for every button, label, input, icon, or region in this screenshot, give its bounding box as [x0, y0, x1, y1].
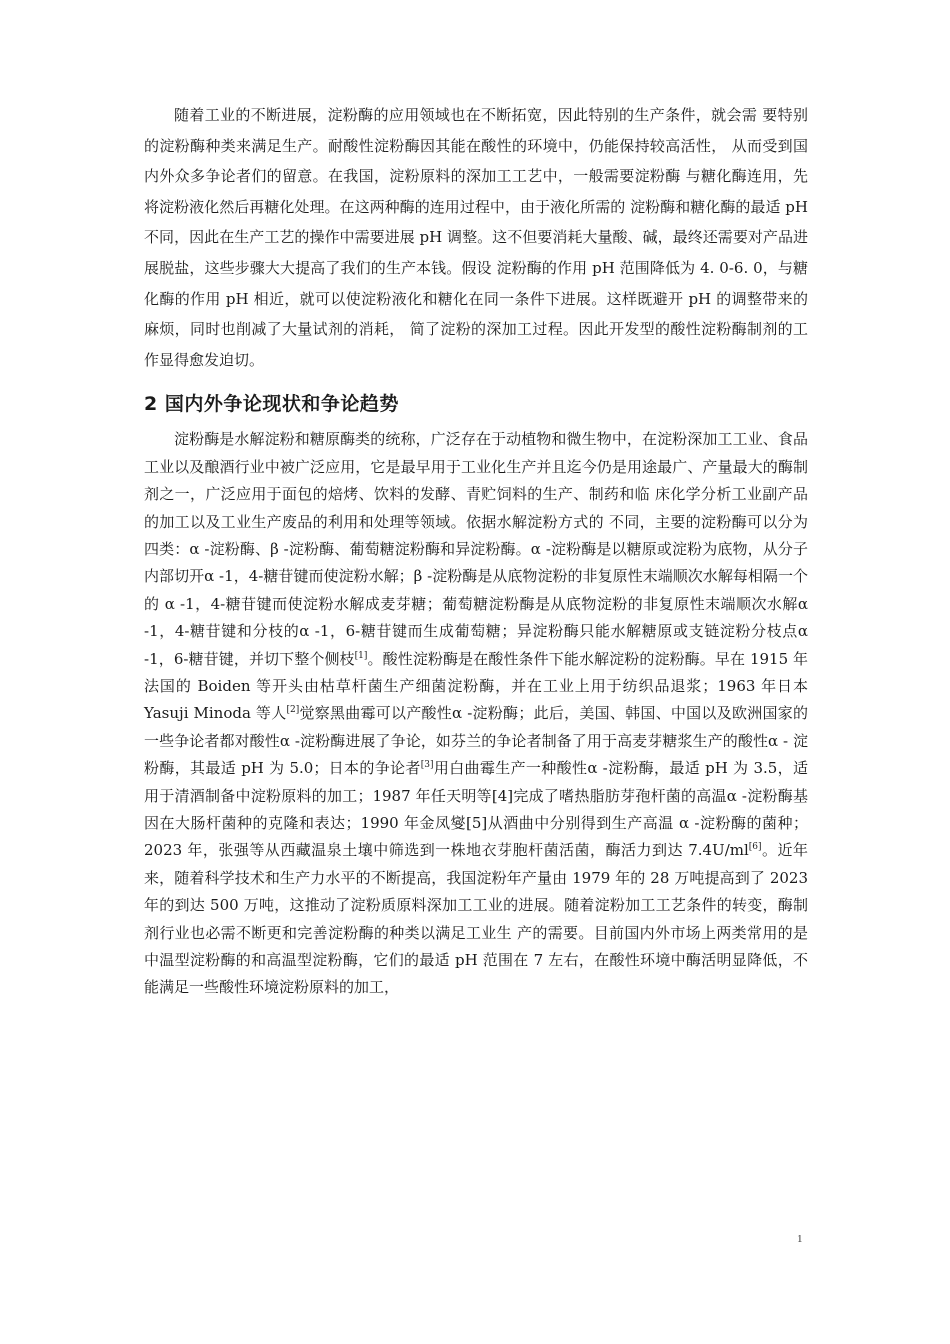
citation-ref: [6] [748, 842, 762, 853]
research-status-paragraph [144, 426, 808, 1002]
paragraph-text: 。近年来，随着科学技术和生产力水平的不断提高，我国淀粉年产量由 1979 年的 28 万吨提高到了 2023 年的到达 500 万吨，这推动了淀粉质原料深加工工业的进展。随着淀粉加工工艺条件的转变，酶制剂行业也必需不断更和完善淀粉酶的种类以满足工业生 产的需要。目前国内外市场上两类常用的是中温型淀粉酶的和高温型淀粉酶，它们的最适 pH 范围在 7 左右，在酸性环境中酶活明显降低，不能满足一些酸性环境淀粉原料的加工， [144, 841, 808, 997]
paragraph-text: 淀粉酶是水解淀粉和糖原酶类的统称，广泛存在于动植物和微生物中，在淀粉深加工工业、食品工业以及酿酒行业中被广泛应用，它是最早用于工业化生产并且迄今仍是用途最广、产量最大的酶制剂之一，广泛应用于面包的焙烤、饮料的发酵、青贮饲料的生产、制药和临 床化学分析工业副产品的加工以及工业生产废品的利用和处理等领域。依据水解淀粉方式的 不同，主要的淀粉酶可以分为四类：α -淀粉酶、β -淀粉酶、葡萄糖淀粉酶和异淀粉酶。α -淀粉酶是以糖原或淀粉为底物，从分子内部切开α -1，4-糖苷键而使淀粉水解；β -淀粉酶是从底物淀粉的非复原性末端顺次水解每相隔一个的 α -1，4-糖苷键而使淀粉水解成麦芽糖；葡萄糖淀粉酶是从底物淀粉的非复原性末端顺次水解α -1，4-糖苷键和分枝的α -1，6-糖苷键而生成葡萄糖；异淀粉酶只能水解糖原或支链淀粉分枝点α -1，6-糖苷键，并切下整个侧枝 [144, 430, 808, 668]
page-content [144, 100, 808, 1002]
citation-ref: [3] [420, 760, 434, 771]
paragraph-text: 。酸性淀粉酶是在酸性条件下能水解淀粉的淀粉酶。早在 1915 年法国的 Boiden 等开头由枯草杆菌生产细菌淀粉酶，并在工业上用于纺织品退浆；1963 年日本 Yasuji Minoda 等人 [144, 649, 808, 723]
citation-ref: [2] [286, 705, 300, 716]
citation-ref: [1] [354, 650, 368, 661]
paragraph-text: 用白曲霉生产一种酸性α -淀粉酶，最适 pH 为 3.5，适用于清酒制备中淀粉原料的加工；1987 年任天明等[4]完成了嗜热脂肪芽孢杆菌的高温α -淀粉酶基因在大肠杆菌种的克隆和表达；1990 年金凤燮[5]从酒曲中分别得到生产高温 α -淀粉酶的菌种；2023 年，张强等从西藏温泉土壤中筛选到一株地衣芽胞杆菌活菌，酶活力到达 7.4U/ml [144, 759, 808, 860]
intro-paragraph: 随着工业的不断进展，淀粉酶的应用领域也在不断拓宽，因此特别的生产条件，就会需 要特别的淀粉酶种类来满足生产。耐酸性淀粉酶因其能在酸性的环境中，仍能保持较高活性， 从而受到国内外众多争论者们的留意。在我国，淀粉原料的深加工工艺中，一般需要淀粉酶 与糖化酶连用，先将淀粉液化然后再糖化处理。在这两种酶的连用过程中，由于液化所需的 淀粉酶和糖化酶的最适 pH 不同，因此在生产工艺的操作中需要进展 pH 调整。这不但要消耗大量酸、碱，最终还需要对产品进展脱盐，这些步骤大大提高了我们的生产本钱。假设 淀粉酶的作用 pH 范围降低为 4. 0-6. 0，与糖化酶的作用 pH 相近，就可以使淀粉液化和糖化在同一条件下进展。这样既避开 pH 的调整带来的麻烦，同时也削减了大量试剂的消耗， 简了淀粉的深加工过程。因此开发型的酸性淀粉酶制剂的工作显得愈发迫切。 [144, 106, 808, 369]
paragraph-text: 觉察黑曲霉可以产酸性α -淀粉酶；此后，美国、韩国、中国以及欧洲国家的一些争论者都对酸性α -淀粉酶进展了争论，如芬兰的争论者制备了用于高麦芽糖浆生产的酸性α - 淀粉酶，其最适 pH 为 5.0；日本的争论者 [144, 704, 808, 778]
page-number: 1 [797, 1233, 803, 1245]
section-heading: 2 国内外争论现状和争论趋势 [144, 393, 399, 416]
